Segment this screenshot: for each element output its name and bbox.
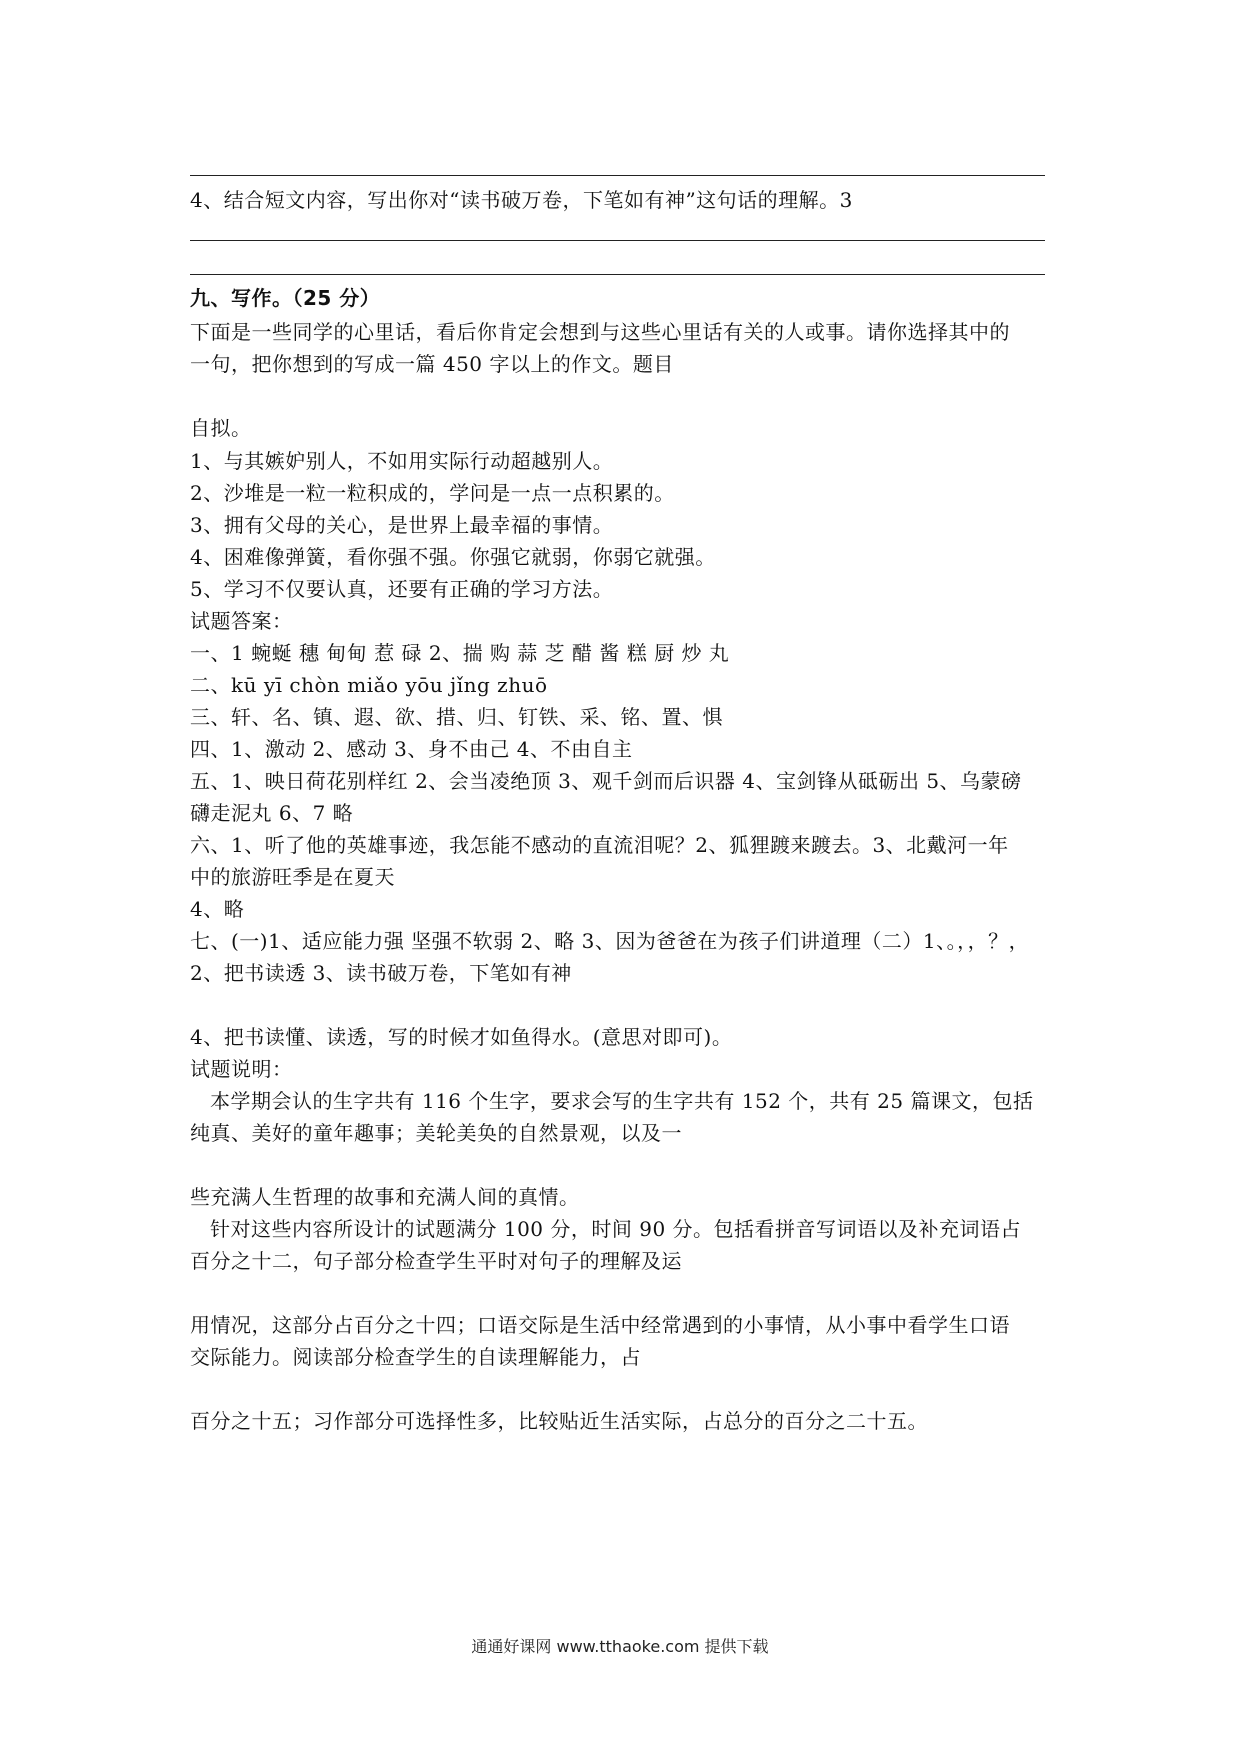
answer-line-text: 七、(一)1、适应能力强 坚强不软弱 2、略 3、因为爸爸在为孩子们讲道理（二）1、。，，？，	[190, 929, 1030, 953]
notes-paragraph: 百分之十二，句子部分检查学生平时对句子的理解及运	[190, 1249, 682, 1273]
answer-line-text: 四、1、激动 2、感动 3、身不由己 4、不由自主	[190, 737, 633, 761]
answer-line-text: 4、把书读懂、读透，写的时候才如鱼得水。(意思对即可)。	[190, 1025, 733, 1049]
footer-credit: 通通好课网 www.tthaoke.com 提供下载	[471, 1637, 769, 1656]
section-9-heading: 九、写作。（25 分）	[190, 286, 381, 310]
answer-line-text: 中的旅游旺季是在夏天	[190, 865, 395, 889]
answer-line-text: 三、轩、名、镇、遐、欲、措、归、钉铁、采、铭、置、惧	[190, 705, 723, 729]
answer-line	[190, 274, 1045, 275]
question-4: 4、结合短文内容，写出你对“读书破万卷，下笔如有神”这句话的理解。3	[190, 188, 853, 212]
writing-prompt-item: 2、沙堆是一粒一粒积成的，学问是一点一点积累的。	[190, 481, 675, 505]
notes-paragraph: 纯真、美好的童年趣事；美轮美奂的自然景观，以及一	[190, 1121, 682, 1145]
answer-line-text: 六、1、听了他的英雄事迹，我怎能不感动的直流泪呢？2、狐狸踱来踱去。3、北戴河一年	[190, 833, 1009, 857]
answer-line	[190, 175, 1045, 176]
answer-line-text: 礴走泥丸 6、7 略	[190, 801, 354, 825]
notes-paragraph: 百分之十五；习作部分可选择性多，比较贴近生活实际，占总分的百分之二十五。	[190, 1409, 928, 1433]
writing-prompt-item: 3、拥有父母的关心，是世界上最幸福的事情。	[190, 513, 614, 537]
section-9-intro: 自拟。	[190, 416, 252, 440]
answer-line	[190, 240, 1045, 241]
writing-prompt-item: 5、学习不仅要认真，还要有正确的学习方法。	[190, 577, 614, 601]
answer-line-text: 2、把书读透 3、读书破万卷，下笔如有神	[190, 961, 572, 985]
notes-heading: 试题说明：	[190, 1057, 293, 1081]
answer-line-text: 二、kū yī chòn miǎo yōu jǐng zhuō	[190, 673, 548, 697]
notes-paragraph: 用情况，这部分占百分之十四；口语交际是生活中经常遇到的小事情，从小事中看学生口语	[190, 1313, 1010, 1337]
notes-paragraph: 些充满人生哲理的故事和充满人间的真情。	[190, 1185, 580, 1209]
notes-paragraph: 针对这些内容所设计的试题满分 100 分，时间 90 分。包括看拼音写词语以及补充词语占	[210, 1217, 1022, 1241]
answers-heading: 试题答案：	[190, 609, 293, 633]
answer-line-text: 五、1、映日荷花别样红 2、会当凌绝顶 3、观千剑而后识器 4、宝剑锋从砥砺出 5、乌蒙磅	[190, 769, 1022, 793]
writing-prompt-item: 1、与其嫉妒别人，不如用实际行动超越别人。	[190, 449, 614, 473]
answer-line-text: 4、略	[190, 897, 245, 921]
writing-prompt-item: 4、困难像弹簧，看你强不强。你强它就弱，你弱它就强。	[190, 545, 716, 569]
notes-paragraph: 交际能力。阅读部分检查学生的自读理解能力，占	[190, 1345, 641, 1369]
section-9-intro: 下面是一些同学的心里话，看后你肯定会想到与这些心里话有关的人或事。请你选择其中的	[190, 320, 1010, 344]
notes-paragraph: 本学期会认的生字共有 116 个生字，要求会写的生字共有 152 个，共有 25 篇课文，包括	[210, 1089, 1034, 1113]
answer-line-text: 一、1 蜿蜒 穗 甸甸 惹 碌 2、揣 购 蒜 芝 醋 酱 糕 厨 炒 丸	[190, 641, 730, 665]
section-9-intro: 一句，把你想到的写成一篇 450 字以上的作文。题目	[190, 352, 674, 376]
